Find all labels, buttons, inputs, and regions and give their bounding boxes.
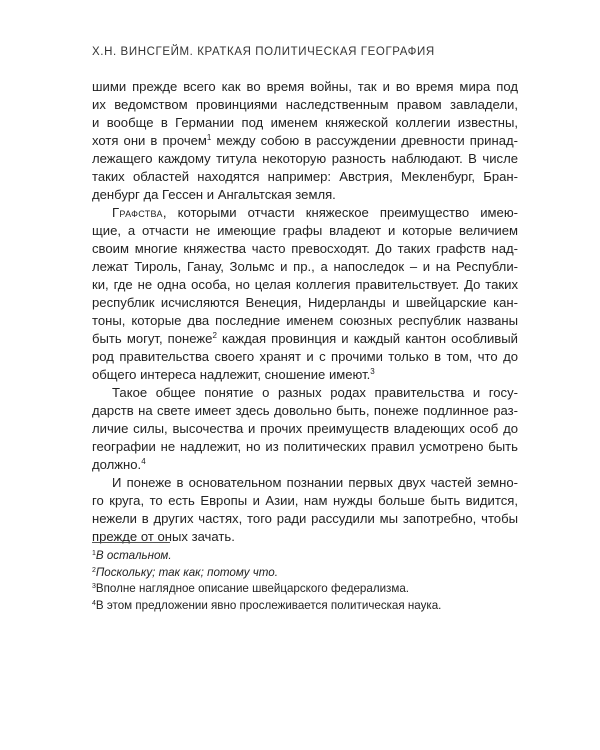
footnote-ref-2: 2 [212, 331, 217, 340]
text-line: род правительства своего хранят и с прочими только в том, что до [92, 349, 518, 364]
footnote-divider [92, 542, 170, 543]
text-line: го круга, то есть Европы и Азии, нам нужды больше быть видится, [92, 493, 518, 508]
paragraph-3 [92, 384, 518, 474]
text-line [92, 456, 518, 474]
paragraph-4 [92, 474, 518, 546]
text-line: лежащего каждому титула некоторую разность наблюдают. В числе [92, 151, 518, 166]
text-line: таких областей находятся например: Австрия, Мекленбург, Бран- [92, 169, 518, 184]
text-line: их ведомством провинциями наследственным правом завладели, [92, 97, 518, 112]
running-head: Х.Н. ВИНСГЕЙМ. КРАТКАЯ ПОЛИТИЧЕСКАЯ ГЕОГРАФИЯ [92, 46, 435, 58]
footnote-ref-4: 4 [141, 457, 146, 466]
text-line: своим многие княжества часто превосходят. До таких графств над- [92, 241, 518, 256]
text-line: республик исчисляются Венеция, Нидерланды и швейцарские кан- [92, 295, 518, 310]
text-line: ки, где не одна особа, но целая коллегия правительствует. До таких [92, 277, 518, 292]
text-line: тоны, которые два последние именем союзных республик названы [92, 313, 518, 328]
text-segment: , которыми отчасти княжеское преимущество имею- [162, 205, 518, 220]
text-line [92, 204, 518, 222]
paragraph-2 [92, 204, 518, 384]
footnote-4 [92, 598, 518, 615]
footnote-2 [92, 565, 518, 582]
footnote-text: Вполне наглядное описание швейцарского федерализма. [95, 582, 410, 596]
footnotes [92, 548, 518, 614]
term-grafstva: Графства [112, 205, 163, 220]
footnote-mark: 4 [92, 599, 96, 607]
text-line: нежели в других частях, того ради рассудили мы запотребно, чтобы [92, 511, 518, 526]
text-line: шими прежде всего как во время войны, так и во время мира под [92, 79, 518, 94]
footnote-mark: 2 [92, 566, 96, 574]
text-segment: каждая провинция и каждый кантон особливый [216, 331, 518, 346]
text-line: дарств на свете имеет здесь довольно быть, понеже подлинное раз- [92, 403, 518, 418]
text-line: прежде от оных зачать. [92, 529, 235, 544]
footnote-text: В остальном. [95, 549, 172, 562]
footnote-ref-1: 1 [206, 133, 212, 142]
text-segment: между собою в рассуждении древности принад- [211, 133, 518, 148]
text-line: И понеже в основательном познании первых двух частей земно- [112, 475, 518, 490]
footnote-ref-3: 3 [370, 367, 375, 376]
text-segment: хотя они в прочем [92, 133, 207, 148]
text-line: лежат Тироль, Ганау, Зольмс и пр., а напоследок – и на Республи- [92, 259, 518, 274]
text-line: Такое общее понятие о разных родах правительства и госу- [112, 385, 518, 400]
text-segment: общего интереса надлежит, сношение имеют. [92, 367, 371, 382]
text-line [92, 330, 518, 348]
footnote-mark: 1 [92, 550, 96, 557]
text-line: личие силы, высочества и прочих преимуществ владеющих особ до [92, 421, 518, 436]
text-segment: быть могут, понеже [92, 331, 213, 346]
footnote-1 [92, 548, 518, 565]
text-line [92, 366, 518, 384]
text-line [92, 132, 518, 150]
page-body-text [92, 78, 518, 546]
footnote-3 [92, 581, 518, 598]
footnote-text: Поскольку; так как; потому что. [95, 565, 278, 579]
text-line: и вообще в Германии под именем княжеской коллегии известны, [92, 115, 518, 130]
text-line: географии не надлежит, но из политических правил усмотрено быть [92, 439, 518, 454]
text-line: щие, а отчасти не имеющие графы владеют и которые величием [92, 223, 518, 238]
footnote-mark: 3 [92, 583, 96, 591]
text-line: денбург да Гессен и Ангальтская земля. [92, 187, 336, 202]
text-segment: должно. [92, 457, 142, 472]
paragraph-1 [92, 78, 518, 204]
footnote-text: В этом предложении явно прослеживается политическая наука. [95, 598, 442, 612]
